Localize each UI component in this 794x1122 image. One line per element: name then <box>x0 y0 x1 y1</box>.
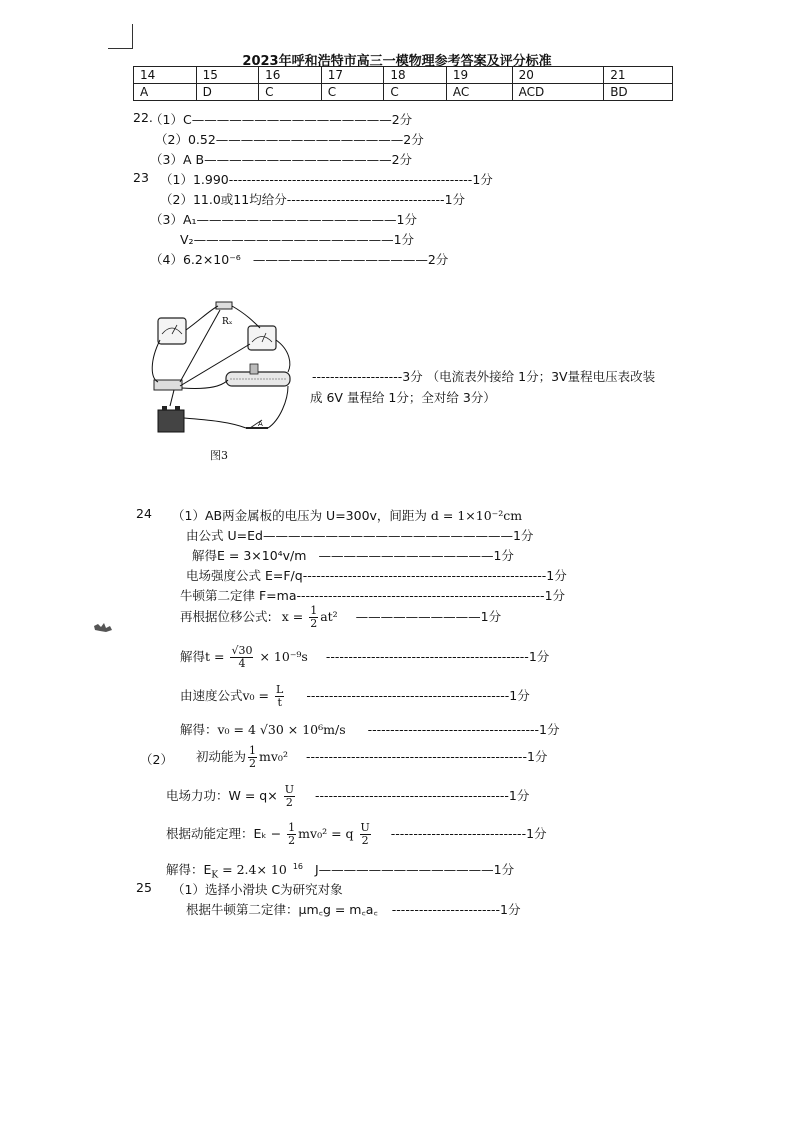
q25-label: 25 <box>136 880 152 895</box>
q24-label: 24 <box>136 506 152 521</box>
fraction <box>309 605 318 630</box>
table-cell: 14 <box>134 67 197 84</box>
line-text: 电场强度公式 E=F/q <box>186 568 303 583</box>
item-score: 1分 <box>444 192 466 207</box>
q23-item-5 <box>150 250 448 268</box>
q24-part2-label: （2） <box>140 752 173 767</box>
denominator: 2 <box>310 617 318 630</box>
leader-dashes: ------------------------------------------------------ <box>302 568 547 583</box>
leader-dashes: ------------------------------------------------- <box>305 749 527 764</box>
item-score: 1分 <box>546 568 567 583</box>
leader-dashes: -------------------------------------- <box>367 722 539 737</box>
leader-dashes: ———————————————— <box>193 232 394 247</box>
figure-note-2: 成 6V 量程给 1分；全对给 3分） <box>310 390 496 405</box>
table-cell: 18 <box>384 67 447 84</box>
table-cell: C <box>321 84 384 101</box>
denominator: 2 <box>285 796 293 809</box>
formula-mid: mv₀² = q <box>298 826 354 841</box>
rheostat-icon <box>226 364 290 386</box>
leader-dashes: ——————————————— <box>215 132 404 147</box>
q23-item-2 <box>160 190 465 208</box>
q24-kinetic-energy <box>196 745 547 770</box>
leader-dashes: ———————————————— <box>191 112 392 127</box>
item-score: 1分 <box>544 588 566 603</box>
scan-stain-mark <box>92 620 114 634</box>
q24-work <box>166 784 529 809</box>
item-score: 1分 <box>396 212 417 227</box>
item-score: 1分 <box>393 232 415 247</box>
leader-dashes: ------------------------ <box>391 902 501 917</box>
line-text: 再根据位移公式: <box>180 609 272 624</box>
item-score: 2分 <box>391 152 413 167</box>
line-text: 牛顿第二定律 F=ma <box>180 588 297 603</box>
numerator: √30 <box>231 644 253 657</box>
leader-dashes: ———————————————————— <box>262 528 513 543</box>
table-cell: C <box>259 84 322 101</box>
formula-post: mv₀² <box>259 749 288 764</box>
voltmeter-icon <box>158 318 186 344</box>
meter-base-icon <box>154 380 182 390</box>
q25-line-1 <box>186 900 521 918</box>
q24-part1 <box>172 506 522 524</box>
table-row-numbers <box>134 67 673 84</box>
q23-item-1 <box>160 170 493 188</box>
table-cell: 15 <box>196 67 259 84</box>
battery-icon <box>158 406 184 432</box>
energy-value: = 2.4× 10 <box>222 862 287 877</box>
item-label: V₂ <box>180 232 194 247</box>
table-cell: A <box>134 84 197 101</box>
table-cell: 21 <box>604 67 673 84</box>
item-score: 1分 <box>526 826 547 841</box>
denominator: 2 <box>361 834 369 847</box>
answer-table <box>133 66 673 101</box>
q24-line-3 <box>186 566 567 584</box>
q24-time <box>180 645 549 670</box>
item-score: 2分 <box>403 132 424 147</box>
table-cell: ACD <box>512 84 604 101</box>
line-text: 由速度公式v₀ = <box>180 688 270 703</box>
leader-dashes: —————————————— <box>318 862 494 877</box>
leader-dashes: —————————— <box>355 609 481 624</box>
q24-v0 <box>180 720 559 738</box>
resistor-label: Rₓ <box>222 317 233 327</box>
line-text: 由公式 U=Ed <box>186 528 263 543</box>
leader-dashes: ----------------------------------- <box>286 192 445 207</box>
table-cell: AC <box>446 84 512 101</box>
fraction <box>287 822 296 847</box>
fraction <box>230 645 253 670</box>
distance-value: d = 1×10⁻²cm <box>430 508 523 523</box>
numerator: 1 <box>249 744 257 757</box>
item-score: 1分 <box>480 609 502 624</box>
item-score: 2分 <box>391 112 413 127</box>
leader-dashes: —————————————— <box>318 548 494 563</box>
line-text: 根据动能定理：Eₖ − <box>166 826 282 841</box>
item-score: 2分 <box>427 252 449 267</box>
leader-dashes: --------------------------------------------- <box>306 688 510 703</box>
table-cell: D <box>196 84 259 101</box>
circuit-figure <box>150 300 300 440</box>
q22-item-1 <box>150 110 412 128</box>
subscript: K <box>211 870 219 881</box>
leader-dashes: ------------------------------------------- <box>314 788 509 803</box>
denominator: t <box>277 696 282 709</box>
line-text: 解得：v₀ = 4 √30 × 10⁶m/s <box>180 722 346 737</box>
numerator: U <box>360 821 370 834</box>
denominator: 4 <box>238 657 246 670</box>
line-text: 初动能为 <box>196 749 247 764</box>
q23-item-4 <box>180 230 414 248</box>
table-cell: C <box>384 84 447 101</box>
line-text: 电场力功：W = q× <box>166 788 278 803</box>
fraction <box>248 745 257 770</box>
q24-line-4 <box>180 586 565 604</box>
q25-part1: （1）选择小滑块 C为研究对象 <box>172 882 343 897</box>
numerator: U <box>284 783 294 796</box>
item-score: 3分 <box>402 369 423 384</box>
line-text: 解得：E <box>166 862 212 877</box>
figure-note-1: （电流表外接给 1分；3V量程电压表改装 <box>426 369 656 384</box>
item-label: （1）1.990 <box>160 172 229 187</box>
line-text: 根据牛顿第二定律：μm꜀g = m꜀a꜀ <box>186 902 378 917</box>
denominator: 2 <box>249 757 257 770</box>
leader-dashes: ———————————————— <box>196 212 397 227</box>
item-score: 1分 <box>526 749 548 764</box>
table-row-answers <box>134 84 673 101</box>
item-score: 1分 <box>512 528 534 543</box>
item-score: 1分 <box>508 788 530 803</box>
item-score: 1分 <box>509 688 530 703</box>
q24-displacement <box>180 605 501 630</box>
leader-dashes: ------------------------------------------------------- <box>296 588 545 603</box>
table-cell: 17 <box>321 67 384 84</box>
line-text: 解得E = 3×10⁴v/m <box>192 548 307 563</box>
item-label: （2）11.0或11均给分 <box>160 192 287 207</box>
item-label: （4）6.2×10⁻⁶ <box>150 252 241 267</box>
q24-theorem <box>166 822 547 847</box>
leader-dashes: ------------------------------ <box>390 826 527 841</box>
q24-result-ek <box>166 860 514 881</box>
leader-dashes: —————————————— <box>252 252 428 267</box>
page-corner-mark <box>108 24 133 49</box>
energy-unit: J <box>314 862 319 877</box>
item-score: 1分 <box>500 902 521 917</box>
numerator: L <box>276 683 284 696</box>
item-label: （3）A B <box>150 152 205 167</box>
item-label: （2）0.52 <box>155 132 216 147</box>
exponent: 16 <box>292 861 303 871</box>
formula-post: at² <box>320 609 338 624</box>
resistor-icon <box>216 302 233 327</box>
page-title: 2023年呼和浩特市高三一模物理参考答案及评分标准 <box>242 54 552 69</box>
item-score: 1分 <box>539 722 560 737</box>
q23-item-3 <box>150 210 417 228</box>
fraction <box>360 822 371 847</box>
leader-dashes: ——————————————— <box>204 152 392 167</box>
item-score: 1分 <box>472 172 493 187</box>
item-score: 1分 <box>493 862 515 877</box>
formula-pre: x = <box>281 609 304 624</box>
table-cell: 16 <box>259 67 322 84</box>
figure-score-line <box>312 367 655 385</box>
q22-label: 22. <box>133 110 153 125</box>
numerator: 1 <box>288 821 296 834</box>
leader-dashes: -------------------- <box>312 369 403 384</box>
item-label: （3）A₁ <box>150 212 197 227</box>
switch-icon <box>246 420 268 428</box>
leader-dashes: ------------------------------------------------------ <box>228 172 473 187</box>
item-score: 1分 <box>493 548 514 563</box>
q24-line-1 <box>186 526 533 544</box>
ammeter-icon <box>248 326 276 350</box>
q24-velocity <box>180 684 530 709</box>
numerator: 1 <box>310 604 318 617</box>
q24-line-2 <box>192 546 514 564</box>
q23-label: 23 <box>133 170 149 185</box>
leader-dashes: --------------------------------------------- <box>325 649 529 664</box>
q22-item-2 <box>155 130 424 148</box>
part-label: （1）AB两金属板的电压为 U=300v，间距为 <box>172 508 427 523</box>
figure-caption: 图3 <box>210 449 228 462</box>
formula-post: × 10⁻⁹s <box>259 649 308 664</box>
fraction <box>275 684 284 709</box>
item-score: 1分 <box>528 649 550 664</box>
table-cell: BD <box>604 84 673 101</box>
q22-item-3 <box>150 150 412 168</box>
denominator: 2 <box>288 834 296 847</box>
item-label: （1）C <box>150 112 192 127</box>
line-text: 解得t = <box>180 649 225 664</box>
table-cell: 20 <box>512 67 604 84</box>
fraction <box>284 784 295 809</box>
table-cell: 19 <box>446 67 512 84</box>
switch-label: A <box>258 420 263 428</box>
